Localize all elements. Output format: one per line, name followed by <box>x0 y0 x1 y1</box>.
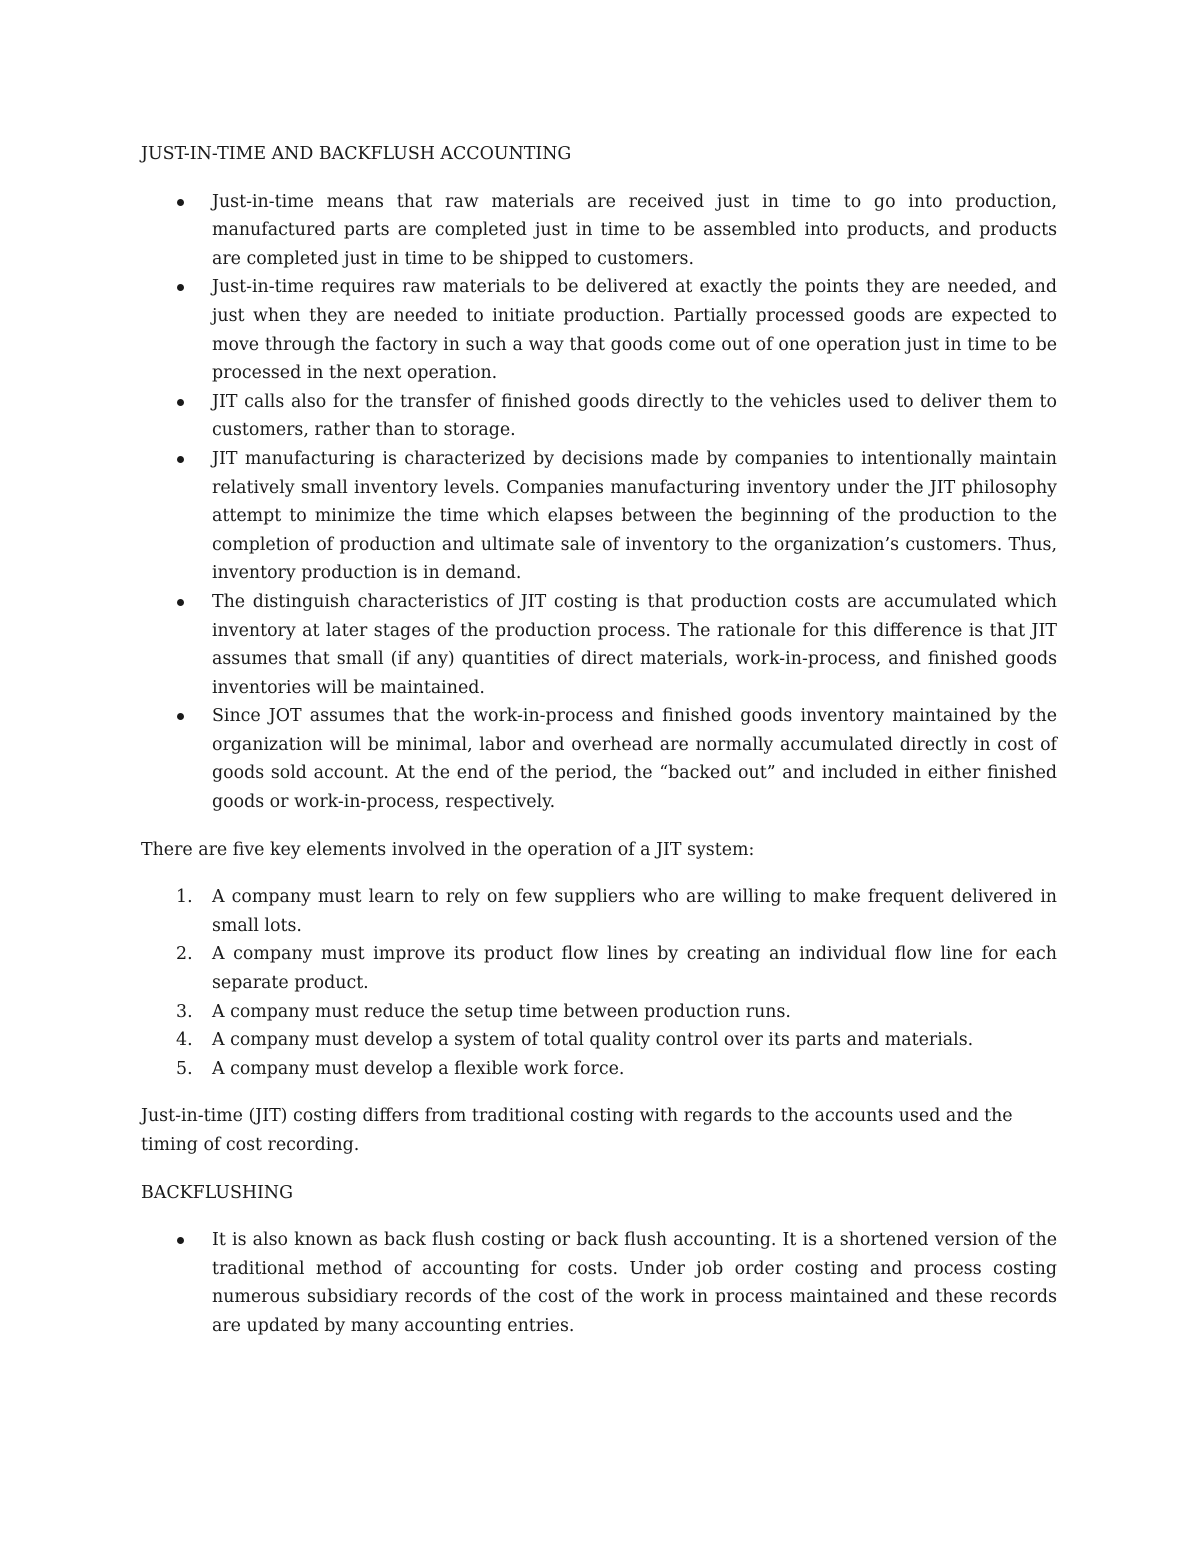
backflush-heading: BACKFLUSHING <box>141 1182 294 1203</box>
list-item-text: A company must reduce the setup time between production runs. <box>212 1001 791 1022</box>
list-item: Just-in-time requires raw materials to be delivered at exactly the points they are needed, and just when they are needed to initiate production. Partially processed goods are expected to move through the factory in such a way that goods come out of one operation just in time to be processed in the next operation. <box>141 273 1057 387</box>
list-number: 2. <box>176 944 193 965</box>
backflush-bullet-list <box>141 1226 1057 1340</box>
list-number: 4. <box>176 1030 193 1051</box>
list-item <box>141 940 1057 997</box>
list-item <box>141 883 1057 940</box>
elements-intro: There are five key elements involved in the operation of a JIT system: <box>141 839 755 860</box>
list-item <box>141 1055 1057 1084</box>
list-item-text: A company must learn to rely on few suppliers who are willing to make frequent delivered in small lots. <box>212 887 1057 936</box>
list-item <box>141 1026 1057 1055</box>
jit-bullet-list <box>141 188 1057 817</box>
list-item: JIT manufacturing is characterized by decisions made by companies to intentionally maintain relatively small inventory levels. Companies manufacturing inventory under the JIT philosophy attempt to minimize the time which elapses between the beginning of the production to the completion of production and ultimate sale of inventory to the organization’s customers. Thus, inventory production is in demand. <box>141 445 1057 588</box>
list-item: JIT calls also for the transfer of finished goods directly to the vehicles used to deliver them to customers, rather than to storage. <box>141 388 1057 445</box>
elements-numbered-list <box>141 883 1057 1083</box>
list-item: Since JOT assumes that the work-in-process and finished goods inventory maintained by the organization will be minimal, labor and overhead are normally accumulated directly in cost of goods sold account. At the end of the period, the “backed out” and included in either finished goods or work-in-process, respectively. <box>141 702 1057 816</box>
list-item-text: A company must develop a flexible work force. <box>212 1058 625 1079</box>
list-number: 1. <box>176 887 193 908</box>
list-item-text: A company must improve its product flow lines by creating an individual flow line for each separate product. <box>212 944 1057 994</box>
document-title: JUST-IN-TIME AND BACKFLUSH ACCOUNTING <box>141 144 572 164</box>
list-number: 3. <box>176 1001 193 1022</box>
jit-costing-paragraph: Just-in-time (JIT) costing differs from traditional costing with regards to the accounts used and the timing of cost recording. <box>141 1106 1013 1155</box>
list-item-text: A company must develop a system of total quality control over its parts and materials. <box>212 1030 974 1051</box>
document-page <box>141 140 1057 1341</box>
list-item: The distinguish characteristics of JIT costing is that production costs are accumulated which inventory at later stages of the production process. The rationale for this difference is that JIT assumes that small (if any) quantities of direct materials, work-in-process, and finished goods inventories will be maintained. <box>141 588 1057 702</box>
list-item: It is also known as back flush costing or back flush accounting. It is a shortened version of the traditional method of accounting for costs. Under job order costing and process costing numerous subsidiary records of the cost of the work in process maintained and these records are updated by many accounting entries. <box>141 1226 1057 1340</box>
list-item: Just-in-time means that raw materials are received just in time to go into production, manufactured parts are completed just in time to be assembled into products, and products are completed just in time to be shipped to customers. <box>141 188 1057 274</box>
list-item <box>141 998 1057 1027</box>
list-number: 5. <box>176 1058 193 1079</box>
